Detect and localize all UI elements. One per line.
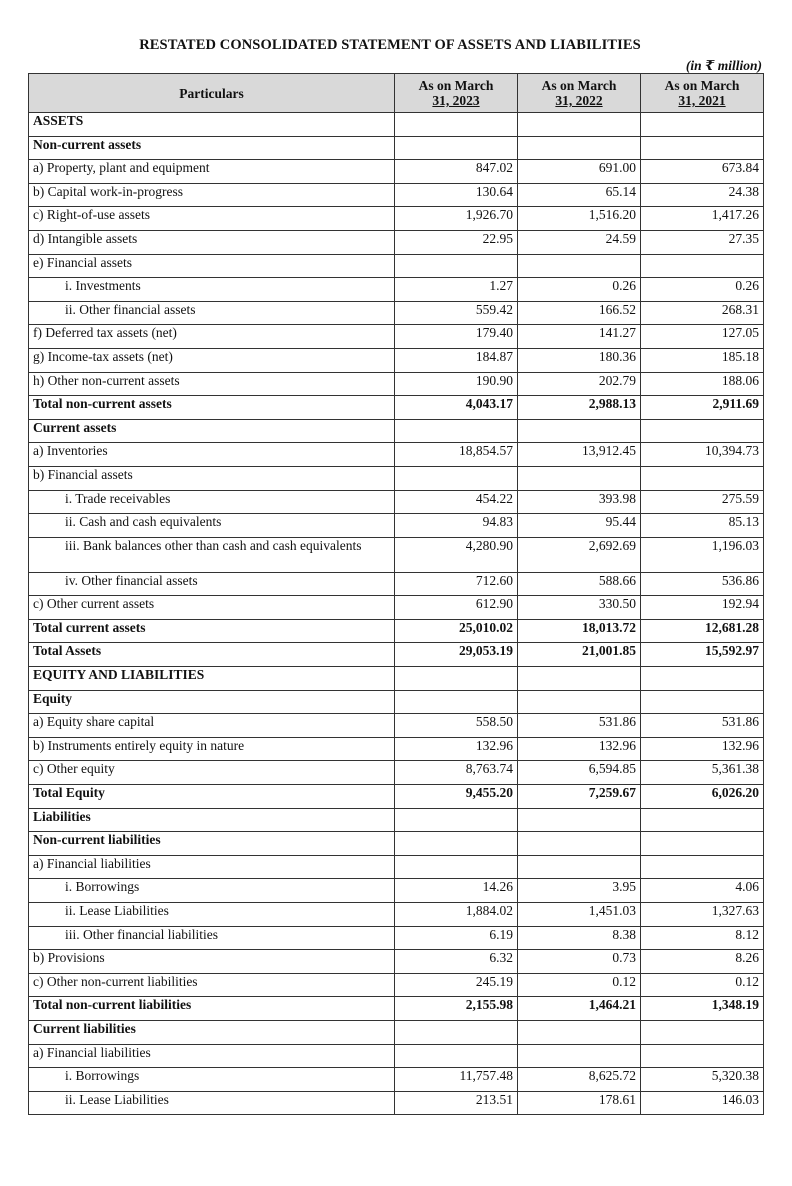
row-label: ii. Cash and cash equivalents: [29, 514, 395, 538]
row-label: i. Investments: [29, 278, 395, 302]
table-row: [29, 1044, 764, 1068]
row-value-2021: 192.94: [641, 596, 764, 620]
document-title: RESTATED CONSOLIDATED STATEMENT OF ASSETS AND LIABILITIES: [139, 37, 641, 53]
row-value-2021: 6,026.20: [641, 785, 764, 809]
row-label: a) Financial liabilities: [29, 855, 395, 879]
row-value-2022: 65.14: [518, 183, 641, 207]
balance-sheet-table: [28, 73, 764, 1115]
row-value-2023: 712.60: [395, 572, 518, 596]
table-row: [29, 690, 764, 714]
row-value-2021: 12,681.28: [641, 619, 764, 643]
row-value-2021: 5,320.38: [641, 1068, 764, 1092]
row-value-2022: 0.26: [518, 278, 641, 302]
row-value-2021: 268.31: [641, 301, 764, 325]
row-value-2022: 166.52: [518, 301, 641, 325]
table-row: [29, 1020, 764, 1044]
row-value-2022: 178.61: [518, 1091, 641, 1115]
row-value-2022: 691.00: [518, 160, 641, 184]
row-value-2022: 202.79: [518, 372, 641, 396]
row-label: ASSETS: [29, 113, 395, 137]
row-value-2023: [395, 419, 518, 443]
row-value-2022: [518, 832, 641, 856]
row-value-2022: [518, 136, 641, 160]
row-label: iii. Other financial liabilities: [29, 926, 395, 950]
row-label: a) Financial liabilities: [29, 1044, 395, 1068]
row-label: b) Financial assets: [29, 466, 395, 490]
table-row: [29, 950, 764, 974]
row-value-2023: [395, 808, 518, 832]
row-label: h) Other non-current assets: [29, 372, 395, 396]
row-label: Current liabilities: [29, 1020, 395, 1044]
row-value-2023: 213.51: [395, 1091, 518, 1115]
row-value-2021: [641, 136, 764, 160]
table-body: [29, 113, 764, 1115]
row-value-2022: 6,594.85: [518, 761, 641, 785]
row-label: Equity: [29, 690, 395, 714]
header-column-line2: 31, 2023: [432, 93, 480, 108]
row-label: b) Provisions: [29, 950, 395, 974]
row-value-2023: 245.19: [395, 973, 518, 997]
row-value-2023: [395, 690, 518, 714]
row-value-2023: 29,053.19: [395, 643, 518, 667]
row-label: Non-current assets: [29, 136, 395, 160]
row-value-2023: [395, 1044, 518, 1068]
table-row: [29, 714, 764, 738]
header-column-line1: As on March: [418, 78, 494, 93]
row-value-2022: [518, 466, 641, 490]
row-value-2022: 2,988.13: [518, 396, 641, 420]
table-row: [29, 572, 764, 596]
table-row: [29, 832, 764, 856]
row-value-2021: [641, 808, 764, 832]
row-value-2023: 1,884.02: [395, 903, 518, 927]
row-value-2023: [395, 1020, 518, 1044]
row-label: f) Deferred tax assets (net): [29, 325, 395, 349]
row-value-2021: 185.18: [641, 348, 764, 372]
table-row: [29, 926, 764, 950]
row-label: Total non-current assets: [29, 396, 395, 420]
row-value-2023: 130.64: [395, 183, 518, 207]
row-label: Total non-current liabilities: [29, 997, 395, 1021]
row-value-2023: 8,763.74: [395, 761, 518, 785]
row-label: Total current assets: [29, 619, 395, 643]
row-label: ii. Lease Liabilities: [29, 903, 395, 927]
row-value-2023: [395, 832, 518, 856]
row-label: c) Other non-current liabilities: [29, 973, 395, 997]
row-value-2023: 4,280.90: [395, 537, 518, 572]
row-value-2022: [518, 1020, 641, 1044]
row-value-2023: 1,926.70: [395, 207, 518, 231]
table-row: [29, 183, 764, 207]
row-value-2022: 180.36: [518, 348, 641, 372]
header-column-line1: As on March: [541, 78, 617, 93]
row-value-2022: 8.38: [518, 926, 641, 950]
row-value-2021: 536.86: [641, 572, 764, 596]
table-row: [29, 537, 764, 572]
header-column-2021: [641, 74, 764, 113]
row-label: a) Equity share capital: [29, 714, 395, 738]
table-row: [29, 254, 764, 278]
row-value-2022: 18,013.72: [518, 619, 641, 643]
row-value-2022: 24.59: [518, 230, 641, 254]
row-value-2021: [641, 466, 764, 490]
row-value-2022: 531.86: [518, 714, 641, 738]
row-label: i. Borrowings: [29, 1068, 395, 1092]
row-value-2022: 8,625.72: [518, 1068, 641, 1092]
row-label: c) Right-of-use assets: [29, 207, 395, 231]
row-label: c) Other equity: [29, 761, 395, 785]
row-label: iii. Bank balances other than cash and cash equivalents: [29, 537, 395, 572]
row-value-2021: 0.26: [641, 278, 764, 302]
row-value-2023: [395, 136, 518, 160]
row-value-2022: 132.96: [518, 737, 641, 761]
row-label: EQUITY AND LIABILITIES: [29, 667, 395, 691]
table-row: [29, 667, 764, 691]
table-row: [29, 761, 764, 785]
row-value-2023: 6.32: [395, 950, 518, 974]
row-value-2022: [518, 113, 641, 137]
row-value-2021: [641, 690, 764, 714]
row-label: b) Capital work-in-progress: [29, 183, 395, 207]
row-value-2021: 146.03: [641, 1091, 764, 1115]
row-value-2021: 24.38: [641, 183, 764, 207]
row-value-2021: [641, 419, 764, 443]
row-label: d) Intangible assets: [29, 230, 395, 254]
row-value-2021: [641, 667, 764, 691]
row-value-2022: 1,464.21: [518, 997, 641, 1021]
row-value-2023: [395, 667, 518, 691]
row-value-2021: 8.26: [641, 950, 764, 974]
table-row: [29, 1091, 764, 1115]
row-value-2021: 5,361.38: [641, 761, 764, 785]
table-row: [29, 230, 764, 254]
row-value-2022: 7,259.67: [518, 785, 641, 809]
row-value-2021: 85.13: [641, 514, 764, 538]
row-value-2021: 1,417.26: [641, 207, 764, 231]
table-row: [29, 278, 764, 302]
row-value-2022: [518, 667, 641, 691]
table-row: [29, 643, 764, 667]
row-value-2022: 330.50: [518, 596, 641, 620]
table-row: [29, 855, 764, 879]
row-value-2023: 18,854.57: [395, 443, 518, 467]
row-value-2023: 94.83: [395, 514, 518, 538]
row-value-2021: 531.86: [641, 714, 764, 738]
row-value-2023: [395, 855, 518, 879]
row-label: Total Assets: [29, 643, 395, 667]
row-label: a) Property, plant and equipment: [29, 160, 395, 184]
row-value-2021: 673.84: [641, 160, 764, 184]
row-value-2023: [395, 113, 518, 137]
header-column-2023: [395, 74, 518, 113]
row-value-2021: 1,348.19: [641, 997, 764, 1021]
row-value-2023: 2,155.98: [395, 997, 518, 1021]
table-row: [29, 490, 764, 514]
row-label: Total Equity: [29, 785, 395, 809]
row-value-2021: 275.59: [641, 490, 764, 514]
row-value-2023: 4,043.17: [395, 396, 518, 420]
table-row: [29, 419, 764, 443]
row-value-2021: [641, 1044, 764, 1068]
header-column-line1: As on March: [664, 78, 740, 93]
row-value-2021: 15,592.97: [641, 643, 764, 667]
row-value-2021: 1,196.03: [641, 537, 764, 572]
row-value-2021: 188.06: [641, 372, 764, 396]
table-row: [29, 466, 764, 490]
header-particulars: Particulars: [29, 74, 395, 113]
row-value-2023: 559.42: [395, 301, 518, 325]
row-value-2022: 0.73: [518, 950, 641, 974]
row-value-2021: [641, 832, 764, 856]
row-value-2023: [395, 466, 518, 490]
unit-note: (in ₹ million): [685, 58, 762, 73]
table-row: [29, 619, 764, 643]
row-value-2022: 141.27: [518, 325, 641, 349]
row-value-2022: 2,692.69: [518, 537, 641, 572]
row-label: Current assets: [29, 419, 395, 443]
row-label: Liabilities: [29, 808, 395, 832]
table-row: [29, 301, 764, 325]
row-value-2022: 95.44: [518, 514, 641, 538]
row-value-2022: 21,001.85: [518, 643, 641, 667]
row-value-2022: [518, 419, 641, 443]
table-row: [29, 596, 764, 620]
row-value-2023: 11,757.48: [395, 1068, 518, 1092]
table-row: [29, 372, 764, 396]
row-value-2022: 0.12: [518, 973, 641, 997]
row-value-2023: 14.26: [395, 879, 518, 903]
row-value-2021: 8.12: [641, 926, 764, 950]
row-value-2022: [518, 1044, 641, 1068]
row-value-2023: 190.90: [395, 372, 518, 396]
table-row: [29, 737, 764, 761]
table-row: [29, 136, 764, 160]
table-header-row: [29, 74, 764, 113]
row-label: g) Income-tax assets (net): [29, 348, 395, 372]
header-column-line2: 31, 2021: [678, 93, 726, 108]
row-value-2022: [518, 808, 641, 832]
row-value-2023: 847.02: [395, 160, 518, 184]
table-row: [29, 160, 764, 184]
row-value-2022: 588.66: [518, 572, 641, 596]
table-row: [29, 348, 764, 372]
header-column-line2: 31, 2022: [555, 93, 603, 108]
row-value-2023: 6.19: [395, 926, 518, 950]
row-value-2021: [641, 1020, 764, 1044]
table-row: [29, 113, 764, 137]
table-row: [29, 879, 764, 903]
row-value-2023: 179.40: [395, 325, 518, 349]
header-column-2022: [518, 74, 641, 113]
table-row: [29, 396, 764, 420]
row-value-2022: 1,451.03: [518, 903, 641, 927]
row-value-2021: 27.35: [641, 230, 764, 254]
row-value-2021: 127.05: [641, 325, 764, 349]
row-value-2022: 3.95: [518, 879, 641, 903]
row-value-2023: [395, 254, 518, 278]
row-value-2023: 22.95: [395, 230, 518, 254]
row-value-2022: [518, 855, 641, 879]
row-label: e) Financial assets: [29, 254, 395, 278]
table-row: [29, 785, 764, 809]
row-value-2023: 9,455.20: [395, 785, 518, 809]
row-value-2021: [641, 254, 764, 278]
row-label: a) Inventories: [29, 443, 395, 467]
row-value-2023: 25,010.02: [395, 619, 518, 643]
row-value-2023: 558.50: [395, 714, 518, 738]
row-value-2023: 1.27: [395, 278, 518, 302]
table-row: [29, 514, 764, 538]
row-value-2022: 1,516.20: [518, 207, 641, 231]
table-row: [29, 997, 764, 1021]
row-value-2023: 612.90: [395, 596, 518, 620]
table-row: [29, 808, 764, 832]
row-value-2022: 13,912.45: [518, 443, 641, 467]
row-label: b) Instruments entirely equity in nature: [29, 737, 395, 761]
table-row: [29, 443, 764, 467]
table-row: [29, 973, 764, 997]
row-value-2021: 0.12: [641, 973, 764, 997]
row-value-2023: 184.87: [395, 348, 518, 372]
row-value-2021: 132.96: [641, 737, 764, 761]
row-label: iv. Other financial assets: [29, 572, 395, 596]
row-value-2023: 454.22: [395, 490, 518, 514]
row-label: i. Trade receivables: [29, 490, 395, 514]
row-value-2021: [641, 113, 764, 137]
row-value-2021: [641, 855, 764, 879]
row-label: ii. Lease Liabilities: [29, 1091, 395, 1115]
row-value-2021: 2,911.69: [641, 396, 764, 420]
row-label: i. Borrowings: [29, 879, 395, 903]
table-row: [29, 903, 764, 927]
row-label: c) Other current assets: [29, 596, 395, 620]
row-value-2022: [518, 254, 641, 278]
row-value-2021: 10,394.73: [641, 443, 764, 467]
table-row: [29, 325, 764, 349]
table-row: [29, 207, 764, 231]
row-value-2021: 4.06: [641, 879, 764, 903]
row-value-2022: 393.98: [518, 490, 641, 514]
row-value-2023: 132.96: [395, 737, 518, 761]
row-value-2021: 1,327.63: [641, 903, 764, 927]
row-label: Non-current liabilities: [29, 832, 395, 856]
row-value-2022: [518, 690, 641, 714]
table-row: [29, 1068, 764, 1092]
row-label: ii. Other financial assets: [29, 301, 395, 325]
